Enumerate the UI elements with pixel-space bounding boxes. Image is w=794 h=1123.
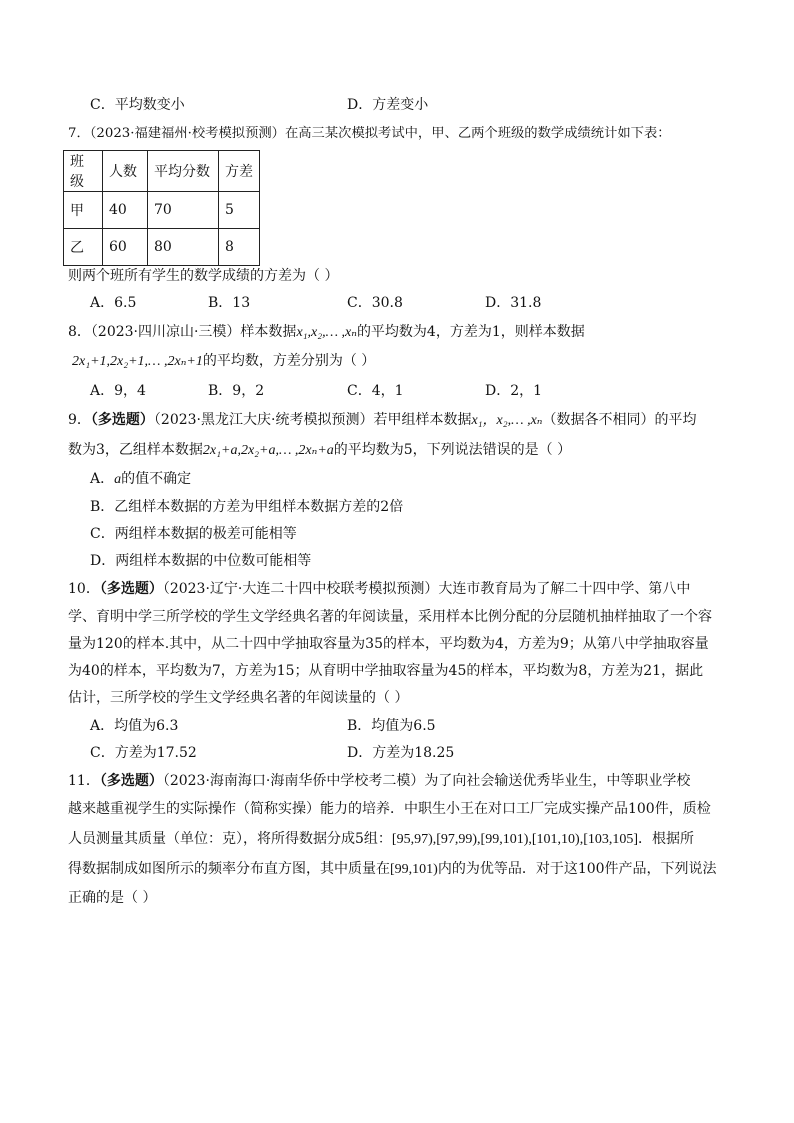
cell-class-jia: 甲 <box>64 192 103 229</box>
q10-multi-tag: （多选题） <box>99 581 163 597</box>
q11-line4 <box>68 859 717 880</box>
q7-option-b[interactable]: B．13 <box>208 295 251 311</box>
q9-option-a-var: a <box>114 472 122 487</box>
q7-option-c[interactable]: C．30.8 <box>347 295 403 311</box>
q9-stem-a: （2023·黑龙江大庆·统考模拟预测）若甲组样本数据 <box>153 412 472 428</box>
q9-number: 9． <box>68 412 91 428</box>
q11-premium-interval: [99,101) <box>390 862 438 877</box>
q9-option-c[interactable]: C．两组样本数据的极差可能相等 <box>90 526 297 542</box>
cell-count-yi: 60 <box>103 229 148 266</box>
q10-line5: 估计，三所学校的学生文学经典名著的年阅读量的（ ） <box>68 690 409 706</box>
q9-multi-tag: （多选题） <box>90 412 154 428</box>
header-count: 人数 <box>103 151 148 192</box>
q10-option-b[interactable]: B．均值为6.5 <box>347 718 436 734</box>
cell-count-jia: 40 <box>103 192 148 229</box>
q9-line2-b: 的平均数为5，下列说法错误的是（ ） <box>333 442 572 458</box>
q10-line2: 学、育明中学三所学校的学生文学经典名著的年阅读量，采用样本比例分配的分层随机抽样抽取了一个容 <box>68 609 712 625</box>
q11-line3-a: 人员测量其质量（单位：克），将所得数据分成5组： <box>68 831 392 847</box>
q11-line1-text: （2023·海南海口·海南华侨中学校考二模）为了向社会输送优秀毕业生，中等职业学校 <box>162 773 691 789</box>
q8-stem-a: 8．（2023·四川凉山·三模）样本数据 <box>68 324 297 340</box>
q10-line1 <box>68 579 690 599</box>
q9-sample-vars: x₁，x₂,… ,xₙ <box>471 413 543 428</box>
q8-option-d[interactable]: D．2，1 <box>485 383 543 399</box>
q11-line2: 越来越重视学生的实际操作（简称实操）能力的培养．中职生小王在对口工厂完成实操产品100件，质检 <box>68 801 711 817</box>
q8-sample-vars: x₁,x₂,… ,xₙ <box>296 325 357 340</box>
q9-option-a[interactable] <box>90 469 191 490</box>
q7-option-a[interactable]: A．6.5 <box>90 295 137 311</box>
q11-multi-tag: （多选题） <box>99 773 163 789</box>
q8-option-c[interactable]: C．4，1 <box>347 383 404 399</box>
q9-transformed-vars: 2x₁+a,2x₂+a,… ,2xₙ+a <box>202 443 334 458</box>
q6-option-d[interactable]: D．方差变小 <box>347 97 429 113</box>
q9-stem <box>68 410 696 431</box>
q9-line2-a: 数为3，乙组样本数据 <box>68 442 203 458</box>
q11-number: 11． <box>68 773 100 789</box>
q11-line4-a: 得数据制成如图所示的频率分布直方图，其中质量在 <box>68 861 390 877</box>
q9-stem-b: （数据各不相同）的平均 <box>542 412 697 428</box>
q8-option-b[interactable]: B．9，2 <box>208 383 265 399</box>
q11-line1 <box>68 771 690 791</box>
cell-variance-jia: 5 <box>219 192 260 229</box>
cell-variance-yi: 8 <box>219 229 260 266</box>
q10-option-a[interactable]: A．均值为6.3 <box>90 718 179 734</box>
q9-option-a-text: 的值不确定 <box>121 471 192 487</box>
q7-stem: 7．（2023·福建福州·校考模拟预测）在高三某次模拟考试中，甲、乙两个班级的数学成绩统计如下表： <box>68 126 671 141</box>
q10-number: 10． <box>68 581 100 597</box>
q8-stem <box>68 322 585 343</box>
q9-option-a-prefix: A． <box>90 471 115 487</box>
q9-option-b[interactable]: B．乙组样本数据的方差为甲组样本数据方差的2倍 <box>90 499 404 515</box>
cell-mean-yi: 80 <box>148 229 219 266</box>
q8-line2-text: 的平均数，方差分别为（ ） <box>202 353 376 369</box>
q10-line3: 量为120的样本.其中，从二十四中学抽取容量为35的样本，平均数为4，方差为9；从第八中学抽取容量 <box>68 636 709 652</box>
q7-option-d[interactable]: D．31.8 <box>485 295 542 311</box>
table-row <box>64 229 260 266</box>
q11-intervals: [95,97),[97,99),[99,101),[101,10),[103,105] <box>391 832 639 847</box>
q9-option-d[interactable]: D．两组样本数据的中位数可能相等 <box>90 553 312 569</box>
cell-class-yi: 乙 <box>64 229 103 266</box>
q11-line3-b: ．根据所 <box>638 831 695 847</box>
q11-line3 <box>68 829 694 850</box>
q10-option-c[interactable]: C．方差为17.52 <box>90 745 197 761</box>
q11-line5: 正确的是（ ） <box>68 890 157 906</box>
table-row <box>64 192 260 229</box>
table-header-row <box>64 151 260 192</box>
q10-line4: 为40的样本，平均数为7，方差为15；从育明中学抽取容量为45的样本，平均数为8，方差为21，据此 <box>68 663 704 679</box>
header-variance: 方差 <box>219 151 260 192</box>
q7-score-table <box>63 150 260 266</box>
q9-line2 <box>68 440 571 461</box>
header-class: 班级 <box>64 151 103 192</box>
q10-option-d[interactable]: D．方差为18.25 <box>347 745 455 761</box>
q11-line4-b: 内的为优等品．对于这100件产品，下列说法 <box>437 861 717 877</box>
q7-question: 则两个班所有学生的数学成绩的方差为（ ） <box>68 268 339 284</box>
q8-stem-b: 的平均数为4，方差为1，则样本数据 <box>356 324 585 340</box>
q10-line1-text: （2023·辽宁·大连二十四中校联考模拟预测）大连市教育局为了解二十四中学、第八中 <box>162 581 691 597</box>
header-mean: 平均分数 <box>148 151 219 192</box>
cell-mean-jia: 70 <box>148 192 219 229</box>
q8-option-a[interactable]: A．9，4 <box>90 383 146 399</box>
q8-transformed-vars: 2x₁+1,2x₂+1,… ,2xₙ+1 <box>72 354 203 369</box>
q6-option-c[interactable]: C．平均数变小 <box>90 97 185 113</box>
q8-line2 <box>72 351 375 372</box>
